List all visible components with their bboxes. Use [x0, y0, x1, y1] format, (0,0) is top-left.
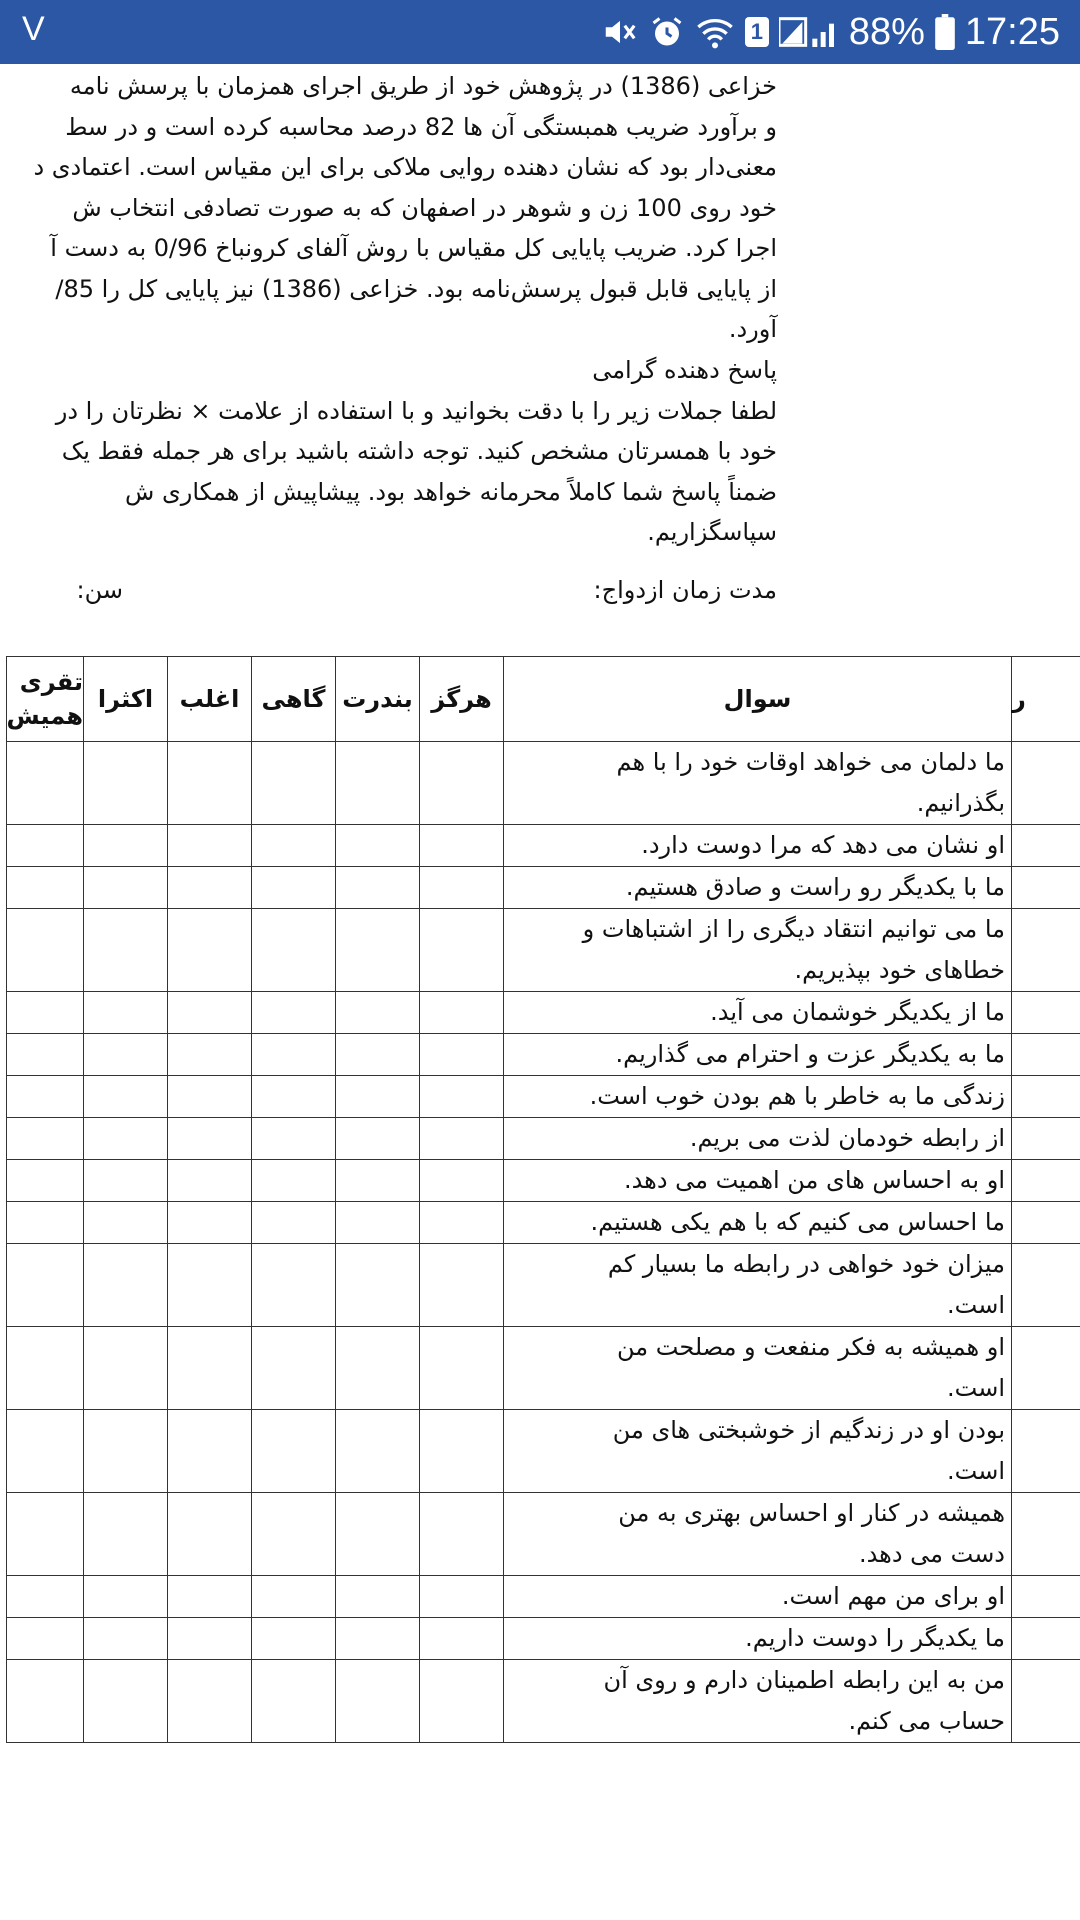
- answer-cell[interactable]: [420, 1118, 504, 1160]
- answer-cell[interactable]: [168, 1076, 252, 1118]
- instructions-heading: پاسخ دهنده گرامی: [592, 356, 777, 384]
- table-row: [6, 1327, 1080, 1410]
- table-row: [6, 825, 1080, 867]
- table-row: [6, 1118, 1080, 1160]
- answer-cell[interactable]: [168, 1118, 252, 1160]
- answer-cell[interactable]: [252, 1327, 336, 1410]
- answer-cell[interactable]: [420, 1034, 504, 1076]
- answer-cell[interactable]: [168, 1327, 252, 1410]
- question-text-line: بودن او در زندگیم از خوشبختی های من: [612, 1416, 1005, 1444]
- battery-percent: 88%: [848, 10, 925, 53]
- question-text-line: است.: [947, 1291, 1005, 1319]
- table-row: [6, 867, 1080, 909]
- answer-cell[interactable]: [168, 1160, 252, 1202]
- question-text-line: او همیشه به فکر منفعت و مصلحت من: [617, 1333, 1005, 1361]
- answer-cell[interactable]: [420, 867, 504, 909]
- answer-cell[interactable]: [420, 1327, 504, 1410]
- row-number-cell: [1012, 1618, 1080, 1660]
- answer-cell[interactable]: [336, 825, 420, 867]
- answer-cell[interactable]: [252, 992, 336, 1034]
- answer-cell[interactable]: [336, 1410, 420, 1493]
- answer-cell[interactable]: [168, 1493, 252, 1576]
- answer-cell[interactable]: [336, 1160, 420, 1202]
- answer-cell[interactable]: [336, 1327, 420, 1410]
- answer-cell[interactable]: [84, 1202, 168, 1244]
- question-cell: [504, 1618, 1012, 1660]
- answer-cell[interactable]: [6, 1410, 83, 1493]
- answer-cell[interactable]: [252, 1660, 336, 1743]
- answer-cell[interactable]: [84, 1160, 168, 1202]
- answer-cell[interactable]: [252, 867, 336, 909]
- answer-cell[interactable]: [84, 1034, 168, 1076]
- answer-cell[interactable]: [84, 1244, 168, 1327]
- intro-line: آورد.: [728, 315, 777, 343]
- answer-cell[interactable]: [84, 1576, 168, 1618]
- question-text-line: است.: [947, 1374, 1005, 1402]
- age-label: سن:: [76, 576, 123, 604]
- question-text-line: او برای من مهم است.: [781, 1582, 1005, 1610]
- row-number-cell: [1012, 825, 1080, 867]
- question-cell: [504, 1244, 1012, 1327]
- answer-cell[interactable]: [420, 1618, 504, 1660]
- question-cell: [504, 825, 1012, 867]
- question-cell: [504, 742, 1012, 825]
- question-cell: [504, 1202, 1012, 1244]
- answer-cell[interactable]: [84, 992, 168, 1034]
- table-row: [6, 1576, 1080, 1618]
- question-text-line: حساب می کنم.: [848, 1707, 1005, 1735]
- table-row: [6, 1202, 1080, 1244]
- answer-cell[interactable]: [252, 1576, 336, 1618]
- answer-cell[interactable]: [6, 1660, 83, 1743]
- answer-cell[interactable]: [252, 909, 336, 992]
- option-header-often: اغلب: [168, 657, 252, 742]
- answer-cell[interactable]: [252, 1118, 336, 1160]
- instructions-line: لطفا جملات زیر را با دقت بخوانید و با استفاده از علامت × نظرتان را در: [55, 396, 777, 425]
- table-header-row: [6, 657, 1080, 742]
- row-number-cell: [1012, 1576, 1080, 1618]
- sim-badge: 1: [750, 19, 763, 44]
- answer-cell[interactable]: [336, 1618, 420, 1660]
- instructions-line: سپاسگزاریم.: [647, 518, 777, 546]
- answer-cell[interactable]: [336, 1076, 420, 1118]
- status-bar: [0, 0, 1080, 64]
- answer-cell[interactable]: [6, 1076, 83, 1118]
- row-number-cell: [1012, 1034, 1080, 1076]
- instructions-paragraph: [0, 350, 777, 553]
- table-row: [6, 909, 1080, 992]
- answer-cell[interactable]: [420, 1410, 504, 1493]
- answer-cell[interactable]: [336, 1576, 420, 1618]
- answer-cell[interactable]: [6, 909, 83, 992]
- question-cell: [504, 1410, 1012, 1493]
- question-text-line: خطاهای خود بپذیریم.: [794, 956, 1005, 984]
- question-text-line: من به این رابطه اطمینان دارم و روی آن: [603, 1666, 1005, 1694]
- answer-cell[interactable]: [6, 742, 83, 825]
- table-row: [6, 742, 1080, 825]
- answer-cell[interactable]: [6, 1327, 83, 1410]
- row-number-cell: [1012, 1493, 1080, 1576]
- question-text-line: ما به یکدیگر عزت و احترام می گذاریم.: [615, 1040, 1005, 1068]
- question-cell: [504, 1576, 1012, 1618]
- intro-line: و برآورد ضریب همبستگی آن ها 82 درصد محاسبه کرده است و در سط: [65, 112, 777, 141]
- row-number-cell: [1012, 1202, 1080, 1244]
- header-line: تقری: [19, 668, 83, 696]
- question-text-line: بگذرانیم.: [916, 789, 1005, 817]
- answer-cell[interactable]: [6, 1576, 83, 1618]
- option-header-almost-always: [6, 657, 83, 742]
- answer-cell[interactable]: [168, 825, 252, 867]
- answer-cell[interactable]: [252, 1493, 336, 1576]
- answer-cell[interactable]: [252, 742, 336, 825]
- answer-cell[interactable]: [84, 1118, 168, 1160]
- answer-cell[interactable]: [168, 1034, 252, 1076]
- question-cell: [504, 1493, 1012, 1576]
- intro-line: از پایایی قابل قبول پرسش‌نامه بود. خزاعی (1386) نیز پایایی کل را 85/: [55, 274, 777, 303]
- answer-cell[interactable]: [420, 1076, 504, 1118]
- answer-cell[interactable]: [336, 992, 420, 1034]
- document-page[interactable]: [0, 64, 1080, 1920]
- row-number-cell: [1012, 1660, 1080, 1743]
- table-row: [6, 1660, 1080, 1743]
- answer-cell[interactable]: [168, 909, 252, 992]
- answer-cell[interactable]: [336, 909, 420, 992]
- row-number-cell: [1012, 742, 1080, 825]
- questionnaire-table: [6, 656, 1080, 1743]
- answer-cell[interactable]: [168, 1410, 252, 1493]
- answer-cell[interactable]: [6, 867, 83, 909]
- question-cell: [504, 1076, 1012, 1118]
- answer-cell[interactable]: [84, 1618, 168, 1660]
- question-text-line: ما احساس می کنیم که با هم یکی هستیم.: [590, 1208, 1005, 1236]
- answer-cell[interactable]: [336, 742, 420, 825]
- table-row: [6, 1244, 1080, 1327]
- answer-cell[interactable]: [6, 1493, 83, 1576]
- question-text-line: ما با یکدیگر رو راست و صادق هستیم.: [625, 873, 1005, 901]
- question-text-line: از رابطه خودمان لذت می بریم.: [689, 1124, 1005, 1152]
- answer-cell[interactable]: [420, 1493, 504, 1576]
- question-text-line: ما دلمان می خواهد اوقات خود را با هم: [616, 748, 1005, 776]
- answer-cell[interactable]: [252, 1618, 336, 1660]
- mute-icon: [601, 13, 639, 51]
- answer-cell[interactable]: [252, 825, 336, 867]
- question-text-line: او نشان می دهد که مرا دوست دارد.: [641, 831, 1005, 859]
- answer-cell[interactable]: [420, 1660, 504, 1743]
- answer-cell[interactable]: [252, 1244, 336, 1327]
- question-cell: [504, 1034, 1012, 1076]
- question-text-line: ما از یکدیگر خوشمان می آید.: [710, 998, 1005, 1026]
- answer-cell[interactable]: [420, 825, 504, 867]
- question-cell: [504, 992, 1012, 1034]
- answer-cell[interactable]: [420, 1160, 504, 1202]
- answer-cell[interactable]: [84, 1660, 168, 1743]
- option-header-rarely: بندرت: [336, 657, 420, 742]
- question-text-line: است.: [947, 1457, 1005, 1485]
- marriage-duration-label: مدت زمان ازدواج:: [593, 576, 777, 604]
- row-number-cell: [1012, 867, 1080, 909]
- answer-cell[interactable]: [336, 867, 420, 909]
- row-number-cell: [1012, 1076, 1080, 1118]
- question-text-line: همیشه در کنار او احساس بهتری به من: [618, 1499, 1005, 1527]
- row-number-cell: [1012, 1118, 1080, 1160]
- answer-cell[interactable]: [84, 1327, 168, 1410]
- table-row: [6, 1034, 1080, 1076]
- row-number-cell: [1012, 1244, 1080, 1327]
- app-indicator-glyph: V: [22, 10, 45, 48]
- answer-cell[interactable]: [252, 1410, 336, 1493]
- answer-cell[interactable]: [168, 1660, 252, 1743]
- answer-cell[interactable]: [336, 1118, 420, 1160]
- answer-cell[interactable]: [420, 992, 504, 1034]
- answer-cell[interactable]: [6, 1618, 83, 1660]
- answer-cell[interactable]: [6, 1244, 83, 1327]
- answer-cell[interactable]: [420, 1576, 504, 1618]
- wifi-icon: [695, 15, 735, 49]
- table-row: [6, 1076, 1080, 1118]
- instructions-line: ضمناً پاسخ شما کاملاً محرمانه خواهد بود. پیشاپیش از همکاری ش: [125, 477, 777, 506]
- row-number-cell: [1012, 1160, 1080, 1202]
- answer-cell[interactable]: [168, 742, 252, 825]
- sim-icon: [745, 17, 769, 47]
- answer-cell[interactable]: [336, 1034, 420, 1076]
- answer-cell[interactable]: [252, 1076, 336, 1118]
- option-header-never: هرگز: [420, 657, 504, 742]
- intro-line: خزاعی (1386) در پژوهش خود از طریق اجرای همزمان با پرسش نامه: [69, 72, 777, 100]
- answer-cell[interactable]: [6, 1034, 83, 1076]
- row-number-cell: [1012, 909, 1080, 992]
- answer-cell[interactable]: [6, 825, 83, 867]
- row-number-cell: [1012, 992, 1080, 1034]
- answer-cell[interactable]: [420, 742, 504, 825]
- answer-cell[interactable]: [84, 909, 168, 992]
- answer-cell[interactable]: [252, 1160, 336, 1202]
- question-cell: [504, 867, 1012, 909]
- answer-cell[interactable]: [420, 1244, 504, 1327]
- answer-cell[interactable]: [6, 1118, 83, 1160]
- answer-cell[interactable]: [84, 867, 168, 909]
- row-number-cell: [1012, 1410, 1080, 1493]
- question-cell: [504, 1660, 1012, 1743]
- answer-cell[interactable]: [420, 1202, 504, 1244]
- question-text-line: او به احساس های من اهمیت می دهد.: [623, 1166, 1005, 1194]
- question-cell: [504, 1327, 1012, 1410]
- option-header-mostly: اکثرا: [84, 657, 168, 742]
- question-text-line: دست می دهد.: [858, 1540, 1005, 1568]
- instructions-line: خود با همسرتان مشخص کنید. توجه داشته باشید برای هر جمله فقط یک: [61, 437, 777, 465]
- answer-cell[interactable]: [168, 992, 252, 1034]
- table-row: [6, 1493, 1080, 1576]
- question-cell: [504, 1118, 1012, 1160]
- answer-cell[interactable]: [252, 1202, 336, 1244]
- answer-cell[interactable]: [336, 1202, 420, 1244]
- question-text-line: ما یکدیگر را دوست داریم.: [745, 1624, 1005, 1652]
- answer-cell[interactable]: [336, 1493, 420, 1576]
- answer-cell[interactable]: [84, 1493, 168, 1576]
- answer-cell[interactable]: [168, 867, 252, 909]
- battery-icon: [935, 14, 955, 50]
- answer-cell[interactable]: [6, 992, 83, 1034]
- answer-cell[interactable]: [84, 825, 168, 867]
- answer-cell[interactable]: [6, 1160, 83, 1202]
- signal-icon: [779, 15, 839, 49]
- answer-cell[interactable]: [168, 1576, 252, 1618]
- answer-cell[interactable]: [84, 742, 168, 825]
- question-text-line: ما می توانیم انتقاد دیگری را از اشتباهات و: [582, 915, 1005, 943]
- clock: 17:25: [964, 10, 1060, 53]
- header-line: همیش: [6, 702, 83, 730]
- answer-cell[interactable]: [168, 1244, 252, 1327]
- intro-line: معنی‌دار بود که نشان دهنده روایی ملاکی برای این مقیاس است. اعتمادی د: [33, 153, 777, 181]
- table-row: [6, 992, 1080, 1034]
- table-row: [6, 1410, 1080, 1493]
- answer-cell[interactable]: [336, 1244, 420, 1327]
- answer-cell[interactable]: [420, 909, 504, 992]
- option-header-sometimes: گاهی: [252, 657, 336, 742]
- respondent-info: [0, 570, 777, 610]
- question-cell: [504, 1160, 1012, 1202]
- row-number-header: ر: [1012, 657, 1080, 742]
- intro-line: خود روی 100 زن و شوهر در اصفهان که به صورت تصادفی انتخاب ش: [72, 193, 777, 222]
- answer-cell[interactable]: [6, 1202, 83, 1244]
- row-number-cell: [1012, 1327, 1080, 1410]
- answer-cell[interactable]: [168, 1202, 252, 1244]
- question-text-line: زندگی ما به خاطر با هم بودن خوب است.: [589, 1082, 1005, 1110]
- answer-cell[interactable]: [336, 1660, 420, 1743]
- question-header: سوال: [504, 657, 1012, 742]
- status-icons: [601, 6, 1060, 58]
- answer-cell[interactable]: [252, 1034, 336, 1076]
- intro-paragraph: [0, 66, 777, 350]
- answer-cell[interactable]: [84, 1410, 168, 1493]
- question-cell: [504, 909, 1012, 992]
- question-text-line: میزان خود خواهی در رابطه ما بسیار کم: [607, 1250, 1005, 1278]
- table-row: [6, 1618, 1080, 1660]
- answer-cell[interactable]: [84, 1076, 168, 1118]
- intro-line: اجرا کرد. ضریب پایایی کل مقیاس با روش آلفای کرونباخ 0/96 به دست آ: [50, 234, 777, 262]
- table-row: [6, 1160, 1080, 1202]
- answer-cell[interactable]: [168, 1618, 252, 1660]
- alarm-icon: [649, 14, 685, 50]
